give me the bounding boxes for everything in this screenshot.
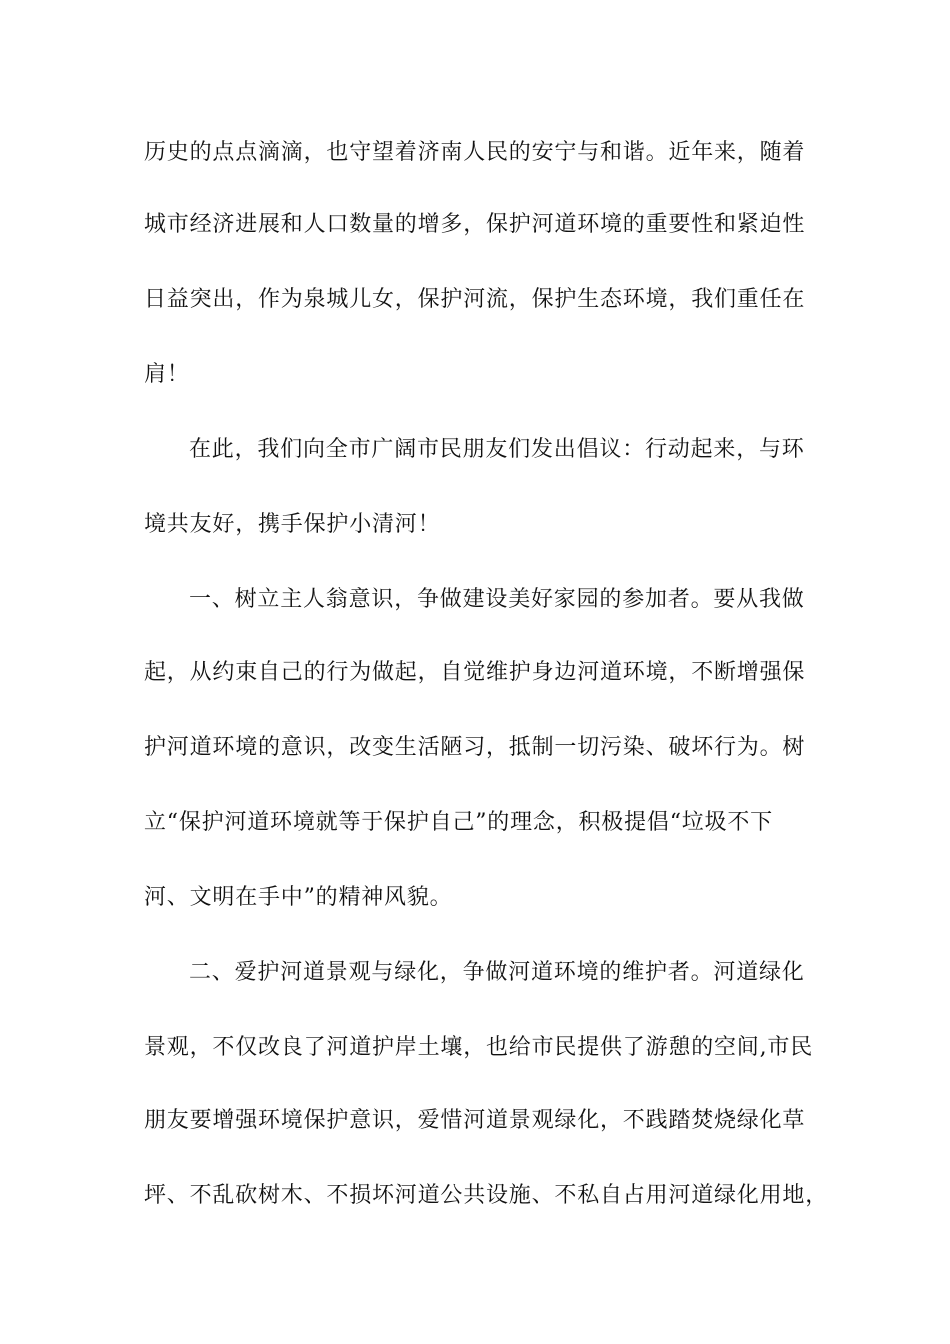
text-line: 日益突出，作为泉城儿女，保护河流，保护生态环境，我们重任在 [144,287,806,312]
text-line: 河、文明在手中”的精神风貌。 [144,885,453,910]
text-line: 护河道环境的意识，改变生活陋习，抵制一切污染、破坏行为。树 [144,735,806,760]
text-line: 坪、不乱砍树木、不损坏河道公共设施、不私自占用河道绿化用地， [144,1183,829,1208]
text-line: 历史的点点滴滴，也守望着济南人民的安宁与和谐。近年来，随着 [144,140,806,165]
paragraph-first-line: 二、爱护河道景观与绿化，争做河道环境的维护者。河道绿化 [189,960,805,985]
paragraph-first-line: 一、树立主人翁意识，争做建设美好家园的参加者。要从我做 [189,587,805,612]
text-line: 立“保护河道环境就等于保护自己”的理念，积极提倡“垃圾不下 [144,810,773,835]
text-line: 城市经济进展和人口数量的增多，保护河道环境的重要性和紧迫性 [144,212,806,237]
paragraph-first-line: 在此，我们向全市广阔市民朋友们发出倡议：行动起来，与环 [189,437,805,462]
text-line: 肩！ [144,362,190,387]
text-line: 朋友要增强环境保护意识，爱惜河道景观绿化，不践踏焚烧绿化草 [144,1108,806,1133]
text-line: 起，从约束自己的行为做起，自觉维护身边河道环境，不断增强保 [144,660,806,685]
text-line: 境共友好，携手保护小清河！ [144,512,441,537]
text-line: 景观，不仅改良了河道护岸土壤，也给市民提供了游憩的空间,市民 [144,1035,813,1060]
